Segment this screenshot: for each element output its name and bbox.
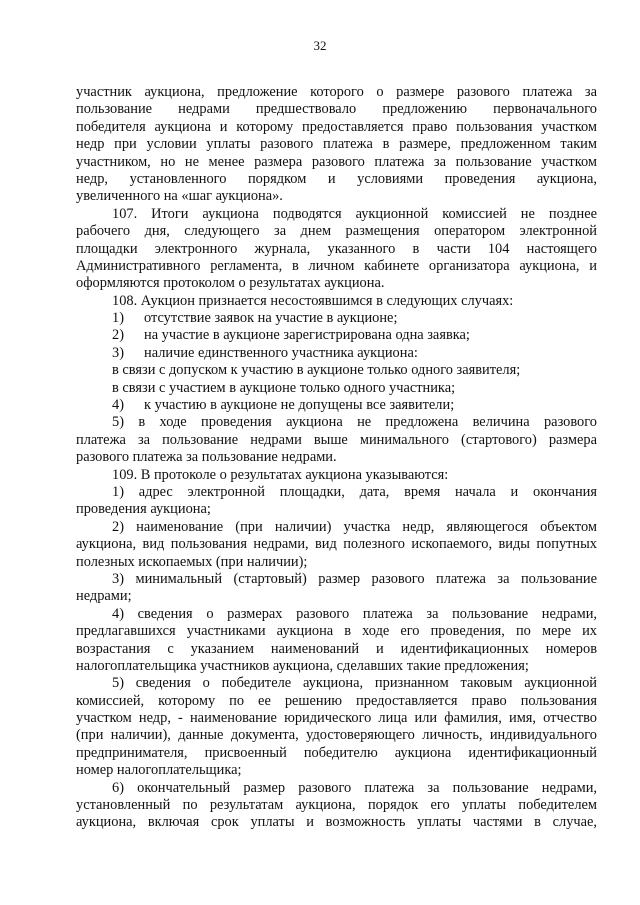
text-line: 3) минимальный (стартовый) размер разового платежа за пользование (112, 570, 597, 587)
text-line: аукциона, включая срок уплаты и возможность уплаты частями в случае, (76, 814, 597, 831)
text-line (76, 397, 597, 414)
list-item-number: 3) (112, 344, 124, 361)
list-item-text: на участие в аукционе зарегистрирована одна заявка; (144, 327, 470, 344)
text-line: рабочего дня, следующего за днем размещения оператором электронной (76, 223, 597, 240)
list-item-text: к участию в аукционе не допущены все заявители; (144, 397, 455, 414)
text-line: Административного регламента, в личном кабинете организатора аукциона, и (76, 257, 597, 274)
text-line: разового платежа за пользование недрами. (76, 449, 337, 466)
text-line (76, 310, 597, 327)
text-line: предпринимателя, присвоенный победителю аукциона идентификационный (76, 744, 597, 761)
text-line: 109. В протоколе о результатах аукциона указываются: (112, 466, 449, 483)
text-line: в связи с участием в аукционе только одного участника; (112, 379, 456, 396)
text-line: увеличенного на «шаг аукциона». (76, 188, 283, 205)
text-line: 1) адрес электронной площадки, дата, время начала и окончания (112, 483, 597, 500)
text-line: участник аукциона, предложение которого о размере разового платежа за (76, 84, 597, 100)
text-line: недр, установленного порядком и условиями проведения аукциона, (76, 170, 597, 187)
text-line: предлагавшихся участниками аукциона в ходе его проведения, по мере их (76, 623, 597, 640)
text-line: участником, но не менее размера разового платежа за пользование участком (76, 153, 597, 170)
text-line: 6) окончательный размер разового платежа за пользование недрами, (112, 779, 597, 796)
text-line: оформляются протоколом о результатах аукциона. (76, 275, 385, 292)
text-line: (при наличии), данные документа, удостоверяющего личность, индивидуального (76, 727, 597, 744)
text-line: 5) сведения о победителе аукциона, признанном таковым аукционной (112, 675, 597, 692)
text-line: площадки электронного журнала, указанного в части 104 настоящего (76, 240, 597, 257)
text-line: проведения аукциона; (76, 501, 211, 518)
text-line (76, 345, 597, 362)
text-line: установленный по результатам аукциона, порядок его уплаты победителем (76, 797, 597, 814)
text-line: 107. Итоги аукциона подводятся аукционной комиссией не позднее (112, 205, 597, 222)
text-line: 2) наименование (при наличии) участка недр, являющегося объектом (112, 518, 597, 535)
list-item-text: наличие единственного участника аукциона: (144, 344, 418, 361)
text-line: возрастания с указанием наименований и идентификационных номеров (76, 640, 597, 657)
text-line: победителя аукциона и которому предоставляется право пользования участком (76, 118, 597, 135)
text-line: платежа за пользование недрами выше минимального (стартового) размера (76, 431, 597, 448)
text-line: 5) в ходе проведения аукциона не предложена величина разового (112, 414, 597, 431)
text-line: в связи с допуском к участию в аукционе только одного заявителя; (112, 362, 521, 379)
text-line: 108. Аукцион признается несостоявшимся в следующих случаях: (112, 292, 514, 309)
text-line: участком недр, - наименование юридического лица или фамилия, имя, отчество (76, 710, 597, 727)
text-line: аукциона, вид пользования недрами, вид полезного ископаемого, виды попутных (76, 536, 597, 553)
text-line (76, 327, 597, 344)
list-item-number: 2) (112, 327, 124, 344)
text-line: недрами; (76, 588, 132, 605)
document-body (76, 84, 597, 832)
text-line: недр при условии уплаты разового платежа в размере, предложенном таким (76, 136, 597, 153)
list-item-text: отсутствие заявок на участие в аукционе; (144, 310, 398, 327)
text-line: полезных ископаемых (при наличии); (76, 553, 308, 570)
list-item-number: 1) (112, 310, 124, 327)
text-line: номер налогоплательщика; (76, 762, 242, 779)
page-number: 32 (313, 38, 327, 53)
text-line: 4) сведения о размерах разового платежа за пользование недрами, (112, 605, 597, 622)
list-item-number: 4) (112, 397, 124, 414)
text-line: пользование недрами предшествовало предложению первоначального (76, 101, 597, 118)
text-line: налогоплательщика участников аукциона, сделавших такие предложения; (76, 657, 529, 674)
text-line: комиссией, которому по ее решению предоставляется право пользования (76, 692, 597, 709)
